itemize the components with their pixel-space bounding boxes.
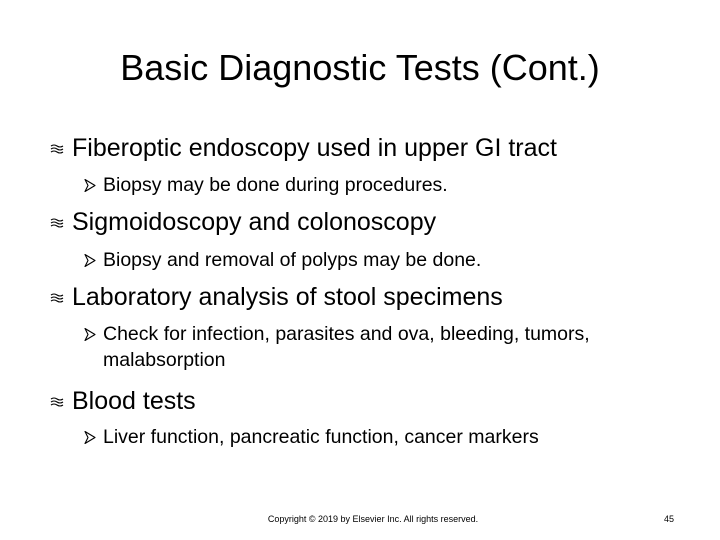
sub-bullet-text: Check for infection, parasites and ova, bleeding, tumors, malabsorption xyxy=(103,323,590,371)
sub-bullet-text: Biopsy may be done during procedures. xyxy=(103,174,448,196)
sub-bullet-text: Biopsy and removal of polyps may be done. xyxy=(103,249,482,271)
bullet-text: Laboratory analysis of stool specimens xyxy=(72,283,503,311)
lines-bullet-icon xyxy=(50,386,72,416)
arrowhead-bullet-icon xyxy=(84,321,102,347)
bullet-text: Blood tests xyxy=(72,387,196,415)
sub-bullet-text: Liver function, pancreatic function, cancer markers xyxy=(103,426,539,448)
slide-title: Basic Diagnostic Tests (Cont.) xyxy=(120,47,600,88)
arrowhead-bullet-icon xyxy=(84,247,102,273)
copyright-footer: Copyright © 2019 by Elsevier Inc. All rights reserved. xyxy=(267,514,479,524)
bullet-text: Fiberoptic endoscopy used in upper GI tract xyxy=(72,134,557,162)
arrowhead-bullet-icon xyxy=(84,424,102,450)
page-number: 45 xyxy=(664,514,675,524)
arrowhead-bullet-icon xyxy=(84,172,102,198)
lines-bullet-icon xyxy=(50,133,72,163)
lines-bullet-icon xyxy=(50,282,72,312)
bullet-text: Sigmoidoscopy and colonoscopy xyxy=(72,208,437,236)
lines-bullet-icon xyxy=(50,207,72,237)
